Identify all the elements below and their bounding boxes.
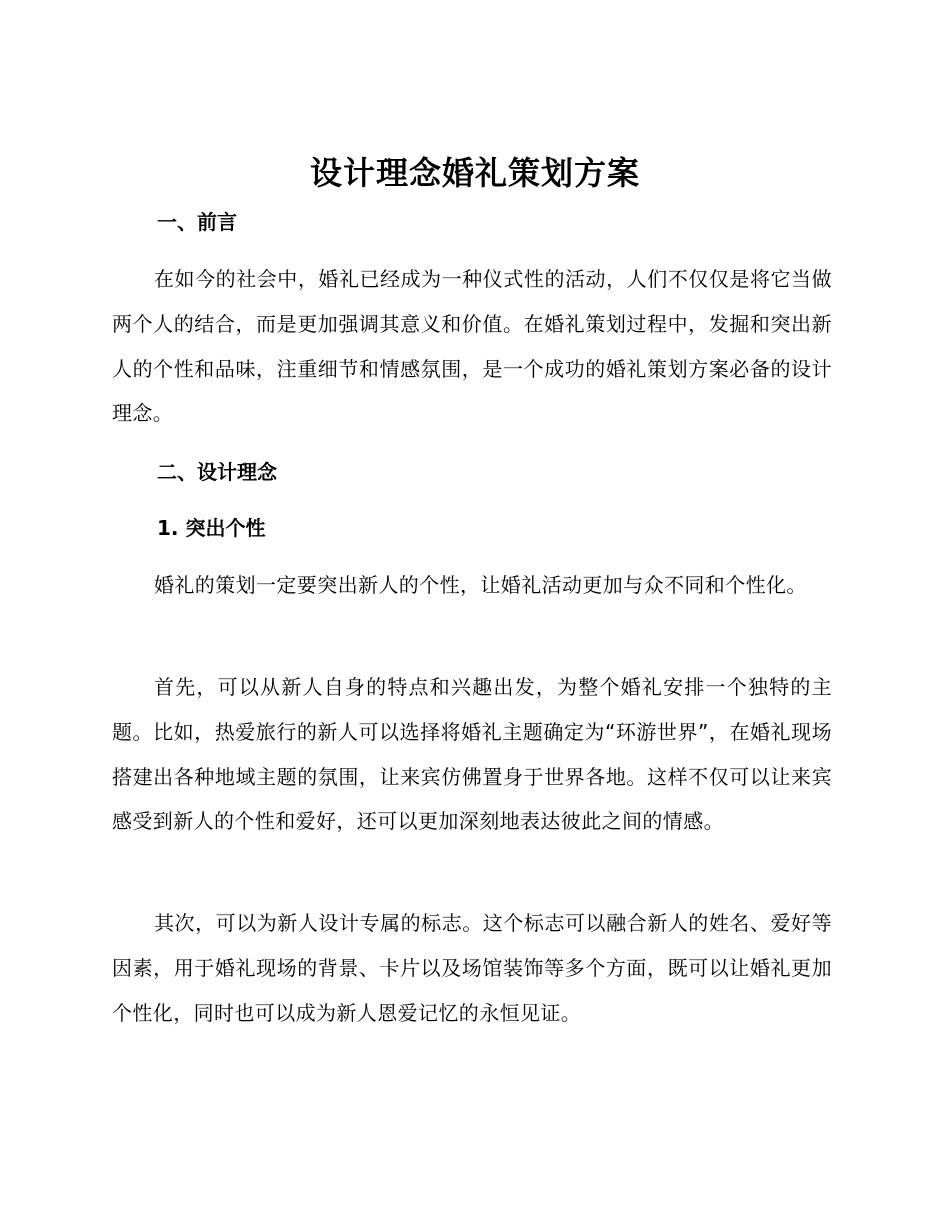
section-heading-preface: 一、前言 — [157, 210, 237, 234]
personality-paragraph-3: 其次，可以为新人设计专属的标志。这个标志可以融合新人的姓名、爱好等因素，用于婚礼现场的背景、卡片以及场馆装饰等多个方面，既可以让婚礼更加个性化，同时也可以成为新人恩爱记忆的永恒见证。 — [112, 911, 832, 1025]
subsection-heading-highlight-personality: 1. 突出个性 — [157, 516, 266, 540]
personality-paragraph-2: 首先，可以从新人自身的特点和兴趣出发，为整个婚礼安排一个独特的主题。比如，热爱旅行的新人可以选择将婚礼主题确定为“环游世界”，在婚礼现场搭建出各种地域主题的氛围，让来宾仿佛置身于世界各地。这样不仅可以让来宾感受到新人的个性和爱好，还可以更加深刻地表达彼此之间的情感。 — [112, 675, 832, 834]
personality-paragraph-1: 婚礼的策划一定要突出新人的个性，让婚礼活动更加与众不同和个性化。 — [154, 573, 807, 597]
document-title: 设计理念婚礼策划方案 — [309, 154, 640, 192]
preface-paragraph: 在如今的社会中，婚礼已经成为一种仪式性的活动，人们不仅仅是将它当做两个人的结合，而是更加强调其意义和价值。在婚礼策划过程中，发掘和突出新人的个性和品味，注重细节和情感氛围，是一个成功的婚礼策划方案必备的设计理念。 — [112, 267, 832, 426]
section-heading-design-concept: 二、设计理念 — [157, 460, 277, 484]
